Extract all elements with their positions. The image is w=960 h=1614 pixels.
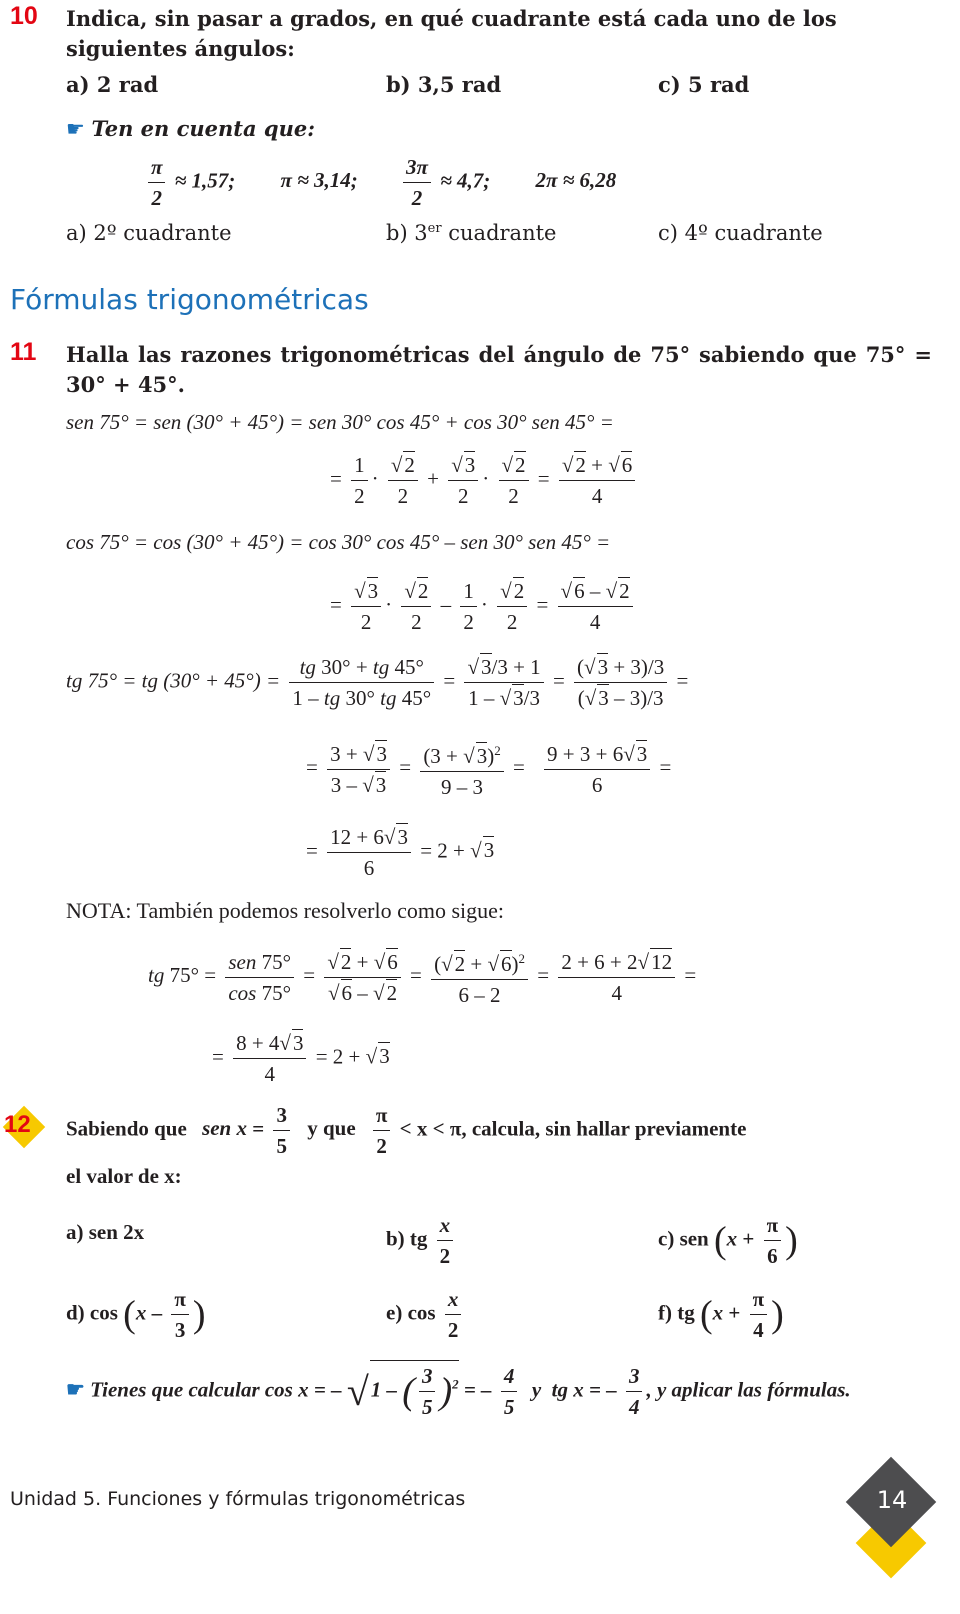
exercise-12-statement: Sabiendo que sen x = $\frac{3}{5}$ y que $\frac{\pi}{2}$ < x < π, calcula, sin hallar previamente — [66, 1100, 746, 1161]
exercise-10-statement: Indica, sin pasar a grados, en qué cuadrante está cada uno de los siguientes ángulos: — [66, 6, 837, 61]
ex12-statement-part3: < x < π, calcula, sin hallar previamente — [399, 1116, 747, 1141]
section-title: Fórmulas trigonométricas — [10, 283, 369, 316]
ex12-option-b: b) tg $\frac{x}{2}$ — [386, 1210, 457, 1271]
ex10-option-b: b) 3,5 rad — [386, 72, 502, 97]
ex12-statement-part2: y que — [307, 1116, 356, 1141]
ex10-solution-a: a) 2º cuadrante — [66, 221, 232, 245]
ex12-hint-text: Tienes que calcular cos x = – — [90, 1377, 342, 1402]
page-number: 14 — [876, 1486, 908, 1514]
ex12-option-c: c) sen (x + $\frac{\pi}{6}$ ) — [658, 1210, 798, 1271]
approx-1: ≈ 1,57; — [174, 168, 236, 193]
exercise-number-11: 11 — [10, 338, 37, 366]
tg75-step2: = $\frac{3 + √3}{3 - √3}$ = $\frac{(3 + √3)^2}{9 - 3}$ = $\frac{9 + 3 + 6√3}{6}$ = — [306, 736, 671, 802]
exercise-12-badge — [2, 1105, 46, 1149]
ex10-hint — [66, 116, 315, 141]
ex12-a-label: a) sen 2x — [66, 1220, 145, 1244]
ex12-option-d: d) cos (x – $\frac{\pi}{3}$ ) — [66, 1284, 206, 1345]
sol-b-pre: b) 3 — [386, 221, 428, 245]
nota-equation: tg 75° = $\frac{\text{sen 75°}}{\cos 75^\circ}$ = $\frac{√2 + √6}{√6 - √2}$ = $\frac{(√2 + √6)^2}{6 - 2}$ = $\frac{2 + 6 + 2√12}{4}$ = — [148, 944, 696, 1010]
exercise-11-statement: Halla las razones trigonométricas del ángulo de 75° sabiendo que 75° = 30° + 45°. — [66, 342, 932, 397]
fraction-3pi-over-2: $\frac{3\pi}{2}$ — [403, 152, 431, 213]
ex12-hint-end: , y aplicar las fórmulas. — [646, 1377, 851, 1402]
ex12-option-a — [66, 1220, 144, 1245]
ex10-approximations — [144, 152, 616, 213]
sen75-line: sen 75° = sen (30° + 45°) = sen 30° cos 45° + cos 30° sen 45° = — [66, 410, 614, 434]
cos75-line: cos 75° = cos (30° + 45°) = cos 30° cos 45° – sen 30° sen 45° = — [66, 530, 611, 554]
sen75-result: = $\frac{1}{2}$ · $\frac{√2}{2}$ + $\frac{√3}{2}$ · $\frac{√2}{2}$ = $\frac{√2 + √6}{4}$ — [330, 450, 639, 511]
nota-line: NOTA: También podemos resolverlo como sigue: — [66, 898, 505, 923]
pointing-hand-icon: ☛ — [66, 1377, 85, 1402]
ex12-statement-line2: el valor de x: — [66, 1164, 182, 1188]
tg75-line: tg 75° = tg (30° + 45°) = $\frac{tg 30^\circ + tg 45^\circ}{1 - tg 30^\circ tg 45^\circ}$ = $\frac{√3/3 + 1}{1 - √3/3}$ = $\frac{(√3 + 3)/3}{(√3 - 3)/3}$ = — [66, 652, 688, 713]
nota-result: = $\frac{8 + 4√3}{4}$ = 2 + √3 — [212, 1028, 390, 1089]
tg75-lhs: tg 75° = tg (30° + 45°) = — [66, 668, 281, 693]
tg75-step3: = $\frac{12 + 6√3}{6}$ = 2 + √3 — [306, 822, 494, 883]
sol-b-sup: er — [427, 221, 442, 236]
ex10-option-a: a) 2 rad — [66, 72, 159, 97]
ex10-solution-c: c) 4º cuadrante — [658, 221, 823, 245]
cos75-result: = $\frac{√3}{2}$ · $\frac{√2}{2}$ – $\frac{1}{2}$ · $\frac{√2}{2}$ = $\frac{√6 - √2}{4}$ — [330, 576, 637, 637]
ex12-d-label: d) cos — [66, 1300, 118, 1325]
hint-label: Ten en cuenta que: — [91, 116, 315, 141]
ex12-hint: ☛ Tienes que calcular cos x = – √1 – ( $\frac{3}{5}$ )$^2$ = – $\frac{4}{5}$ y tg x = – $\frac{3}{4}$ , y aplicar las fórmulas. — [66, 1360, 932, 1422]
approx-2: π ≈ 3,14; — [280, 168, 358, 193]
ex10-option-c: c) 5 rad — [658, 72, 750, 97]
ex12-e-label: e) cos — [386, 1300, 436, 1325]
ex10-solution-b — [386, 221, 556, 245]
ex12-c-label: c) sen — [658, 1226, 709, 1251]
ex12-option-e: e) cos $\frac{x}{2}$ — [386, 1284, 465, 1345]
ex12-f-label: f) tg — [658, 1300, 695, 1325]
ex12-option-f: f) tg (x + $\frac{\pi}{4}$ ) — [658, 1284, 784, 1345]
pointing-hand-icon: ☛ — [66, 117, 85, 141]
approx-4: 2π ≈ 6,28 — [535, 168, 617, 193]
page-badge — [842, 1462, 942, 1562]
footer-text: Unidad 5. Funciones y fórmulas trigonométricas — [10, 1488, 466, 1510]
exercise-number-10: 10 — [10, 2, 38, 30]
fraction-pi-over-2: $\frac{\pi}{2}$ — [148, 152, 165, 213]
ex12-statement-part1: Sabiendo que — [66, 1116, 187, 1141]
approx-3: ≈ 4,7; — [440, 168, 491, 193]
exercise-number-12: 12 — [4, 1111, 31, 1138]
sol-b-post: cuadrante — [441, 221, 557, 245]
ex12-b-label: b) tg — [386, 1226, 428, 1251]
